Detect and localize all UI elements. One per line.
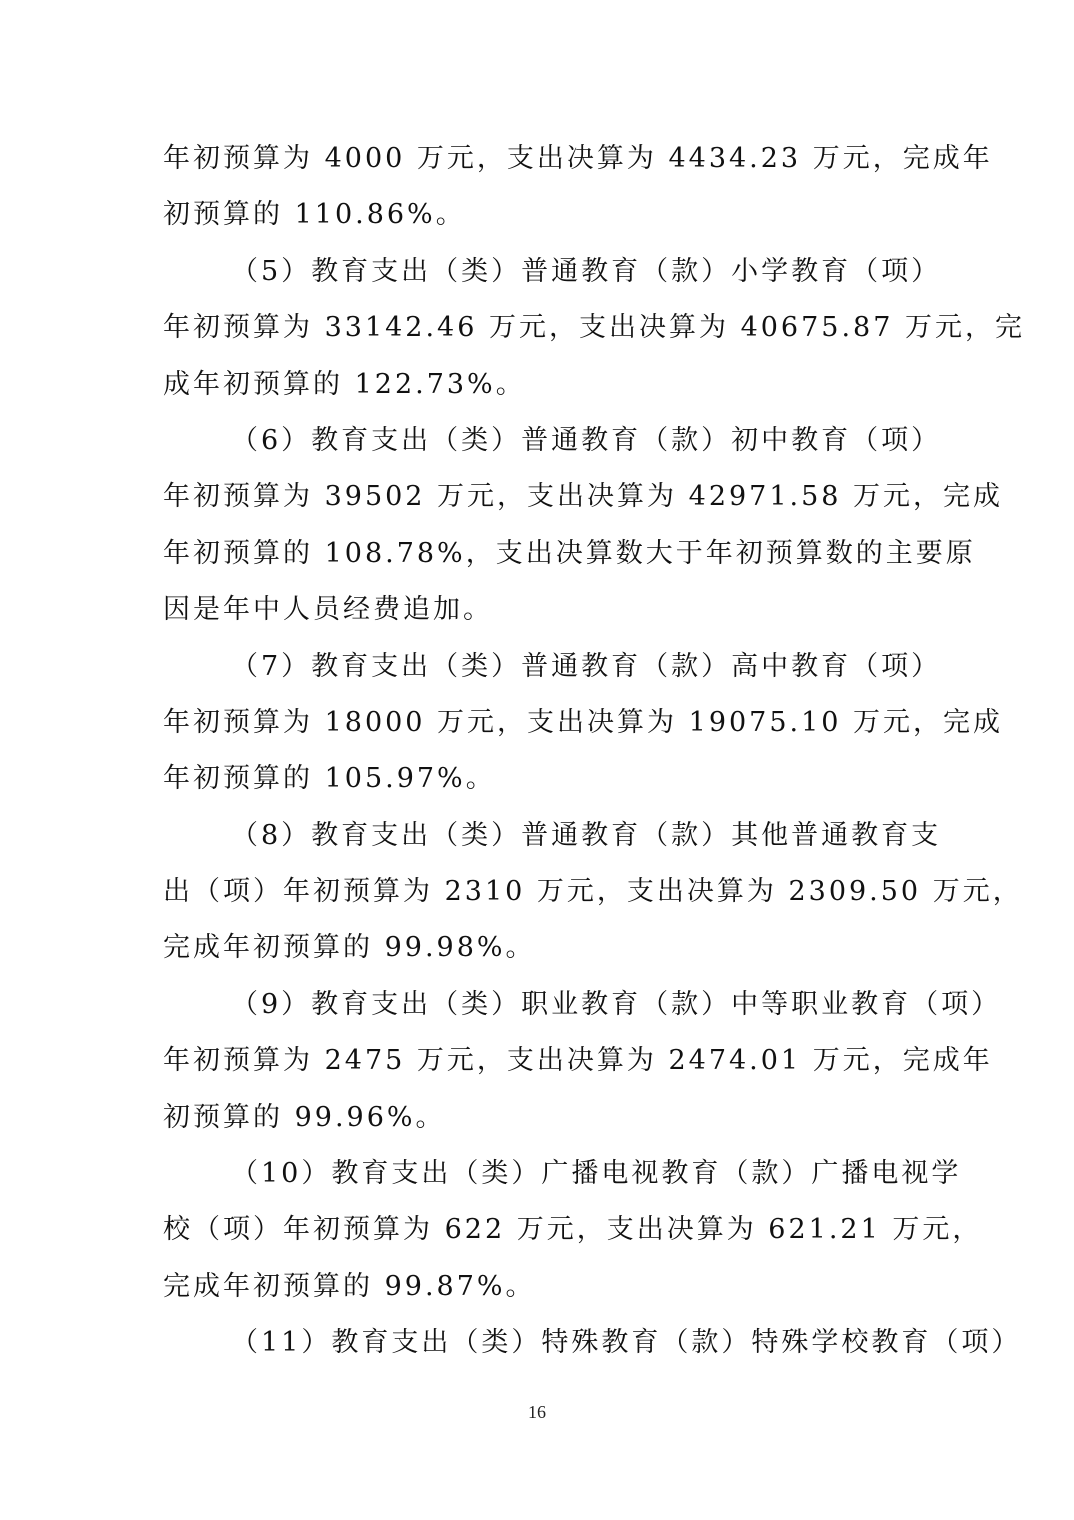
text-line: 年初预算的 105.97%。 xyxy=(163,763,496,795)
paragraph-heading-9: （9）教育支出（类）职业教育（款）中等职业教育（项） xyxy=(231,988,1002,1020)
body-text xyxy=(163,131,1025,1372)
paragraph-heading-5: （5）教育支出（类）普通教育（款）小学教育（项） xyxy=(231,255,942,287)
text-line: 年初预算为 4000 万元，支出决算为 4434.23 万元，完成年 xyxy=(163,143,993,174)
text-line: 校（项）年初预算为 622 万元，支出决算为 621.21 万元， xyxy=(163,1214,983,1246)
text-line: 初预算的 99.96%。 xyxy=(163,1101,446,1133)
text-line: 初预算的 110.86%。 xyxy=(163,199,466,231)
paragraph-heading-7: （7）教育支出（类）普通教育（款）高中教育（项） xyxy=(231,650,942,682)
paragraph-heading-8: （8）教育支出（类）普通教育（款）其他普通教育支 xyxy=(231,819,942,851)
text-line: 年初预算的 108.78%，支出决算数大于年初预算数的主要原 xyxy=(163,537,976,569)
paragraph-heading-10: （10）教育支出（类）广播电视教育（款）广播电视学 xyxy=(231,1158,962,1190)
paragraph-heading-11: （11）教育支出（类）特殊教育（款）特殊学校教育（项） xyxy=(231,1327,1022,1359)
paragraph-heading-6: （6）教育支出（类）普通教育（款）初中教育（项） xyxy=(231,424,942,456)
page-number: 16 xyxy=(528,1402,546,1422)
text-line: 出（项）年初预算为 2310 万元，支出决算为 2309.50 万元， xyxy=(163,876,1023,908)
text-line: 年初预算为 39502 万元，支出决算为 42971.58 万元，完成 xyxy=(163,481,1004,513)
text-line: 成年初预算的 122.73%。 xyxy=(163,368,526,400)
text-line: 因是年中人员经费追加。 xyxy=(163,594,493,626)
text-line: 年初预算为 33142.46 万元，支出决算为 40675.87 万元，完 xyxy=(163,312,1025,344)
text-line: 年初预算为 18000 万元，支出决算为 19075.10 万元，完成 xyxy=(163,706,1004,738)
text-line: 完成年初预算的 99.98%。 xyxy=(163,932,536,964)
text-line: 年初预算为 2475 万元，支出决算为 2474.01 万元，完成年 xyxy=(163,1045,993,1077)
text-line: 完成年初预算的 99.87%。 xyxy=(163,1270,536,1302)
